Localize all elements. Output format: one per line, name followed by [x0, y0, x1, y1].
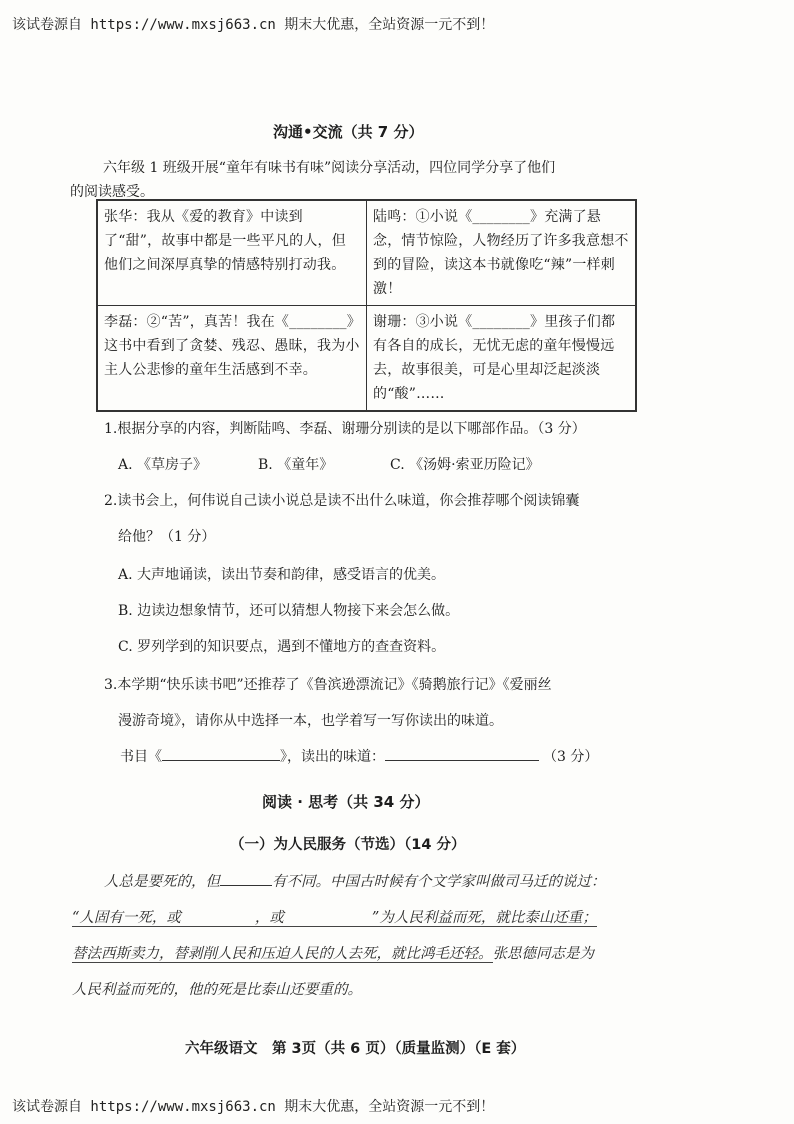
source-banner-top: 该试卷源自 https://www.mxsj663.cn 期末大优惠，全站资源一元不到！	[12, 17, 495, 33]
q2-option-a: A. 大声地诵读，读出节奏和韵律，感受语言的优美。	[118, 567, 446, 583]
section-title-reading: 阅读 · 思考（共 34 分）	[262, 793, 430, 811]
cell-xie-shan: 谢珊：③小说《________》里孩子们都有各自的成长，无忧无虑的童年慢慢远去，故事很美，可是心里却泛起淡淡的“酸”……	[367, 306, 637, 412]
q1-option-c: C. 《汤姆·索亚历险记》	[390, 457, 540, 473]
cell-zhang-hua: 张华：我从《爱的教育》中读到了“甜”，故事中都是一些平凡的人，但他们之间深厚真挚的情感特别打动我。	[97, 200, 367, 306]
book-title-prefix: 书目《	[120, 749, 162, 765]
passage-line-4: 人民利益而死的，他的死是比泰山还要重的。	[72, 982, 362, 998]
q1-option-a: A. 《草房子》	[118, 457, 208, 473]
passage-line-1: 人总是要死的，但 有不同。中国古时候有个文学家叫做司马迁的说过：	[104, 870, 606, 891]
q2-option-c: C. 罗列学到的知识要点，遇到不懂地方的查查资料。	[118, 639, 446, 655]
cell-lu-ming: 陆鸣：①小说《________》充满了悬念，情节惊险，人物经历了许多我意想不到的冒险，读这本书就像吃“辣”一样刺激！	[367, 200, 637, 306]
passage-line-3: 替法西斯卖力，替剥削人民和压迫人民的人去死，就比鸿毛还轻。张思德同志是为	[72, 946, 594, 962]
page-footer: 六年级语文 第 3页（共 6 页）（质量监测）（E 套）	[185, 1041, 526, 1057]
question-2-stem-line-2: 给他？（1 分）	[118, 529, 216, 545]
question-2-stem-line-1: 2.读书会上，何伟说自己读小说总是读不出什么味道，你会推荐哪个阅读锦囊	[104, 493, 580, 509]
book-title-blank	[162, 746, 280, 761]
section-title-communication: 沟通•交流（共 7 分）	[273, 123, 424, 141]
q2-option-b: B. 边读边想象情节，还可以猜想人物接下来会怎么做。	[118, 603, 460, 619]
passage-blank-1	[220, 871, 272, 886]
passage-subtitle: （一）为人民服务（节选）（14 分）	[230, 837, 466, 853]
intro-line-1: 六年级 1 班级开展“童年有味书有味”阅读分享活动，四位同学分享了他们	[103, 160, 556, 176]
source-banner-bottom: 该试卷源自 https://www.mxsj663.cn 期末大优惠，全站资源一元不到！	[12, 1099, 495, 1115]
cell-li-lei: 李磊：②“苦”，真苦！我在《________》这书中看到了贪婪、残忍、愚昧，我为小主人公悲惨的童年生活感到不幸。	[97, 306, 367, 412]
flavor-label: 》，读出的味道：	[280, 749, 385, 765]
sharing-table	[96, 199, 637, 412]
question-3-answer-line	[120, 746, 598, 766]
q1-option-b: B. 《童年》	[258, 457, 334, 473]
intro-line-2: 的阅读感受。	[70, 184, 154, 200]
q3-score: （3 分）	[543, 749, 599, 765]
question-1-stem: 1.根据分享的内容，判断陆鸣、李磊、谢珊分别读的是以下哪部作品。（3 分）	[104, 421, 586, 437]
flavor-blank	[385, 746, 539, 761]
question-3-stem-line-1: 3.本学期“快乐读书吧”还推荐了《鲁滨逊漂流记》《骑鹅旅行记》《爱丽丝	[104, 677, 552, 693]
passage-line-2: “人固有一死，或 ，或 ”为人民利益而死，就比泰山还重；	[72, 910, 597, 926]
question-3-stem-line-2: 漫游奇境》，请你从中选择一本，也学着写一写你读出的味道。	[118, 713, 503, 729]
